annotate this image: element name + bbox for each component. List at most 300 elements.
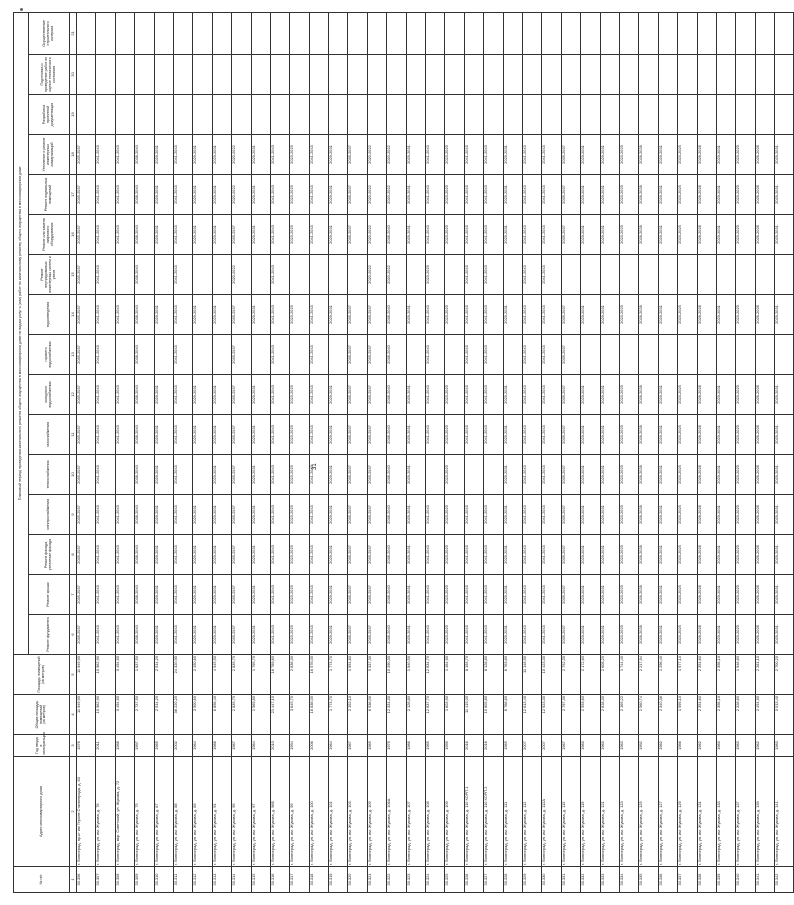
row-period-cell: 2029-2031 (581, 615, 600, 655)
row-period-cell: 2029-2031 (154, 615, 173, 655)
row-period-cell (697, 55, 716, 95)
row-period-cell: 2026-2028 (755, 535, 774, 575)
row-number: 30.308 (115, 867, 134, 893)
table-row (658, 12, 677, 892)
row-period-cell (542, 12, 561, 54)
row-living-area: 1 946,60 (736, 655, 755, 695)
row-living-area: 11 949,90 (77, 655, 96, 695)
row-living-area: 2 450,60 (193, 655, 212, 695)
header-cell: № п/п (14, 867, 70, 893)
header-cell: горячего водоснабжения (29, 335, 70, 375)
row-period-cell: 2041-2043 (309, 215, 328, 255)
row-address: г. Волгоград, ул. им. Жукова, д. 125 (639, 757, 658, 867)
row-number: 30.330 (542, 867, 561, 893)
column-number: 2 (70, 757, 77, 867)
row-period-cell: 2029-2031 (329, 295, 348, 335)
row-address: г. Волгоград, ул. им. Жукова, д. 110 КОРП.2 (484, 757, 503, 867)
row-period-cell: 2041-2043 (522, 575, 541, 615)
row-period-cell: 2041-2043 (309, 295, 328, 335)
row-period-cell: 2023-2025 (678, 215, 697, 255)
row-period-cell: 2041-2043 (542, 215, 561, 255)
row-period-cell: 2041-2043 (96, 335, 115, 375)
row-address: г. Волгоград, ул. им. Жукова, д. 106А (387, 757, 406, 867)
table-row (406, 12, 425, 892)
row-period-cell: 2029-2031 (154, 415, 173, 455)
row-period-cell: 2035-2037 (232, 535, 251, 575)
row-period-cell (600, 12, 619, 54)
table-row (367, 12, 386, 892)
row-period-cell: 2029-2031 (406, 135, 425, 175)
row-period-cell (522, 12, 541, 54)
row-period-cell (503, 12, 522, 54)
row-address: г. Волгоград, ул. им. Жукова, д. 103 (348, 757, 367, 867)
row-period-cell (619, 335, 638, 375)
row-period-cell: 2041-2043 (96, 615, 115, 655)
row-period-cell: 2041-2043 (464, 215, 483, 255)
row-period-cell: 2029-2031 (658, 495, 677, 535)
row-period-cell: 2041-2043 (426, 615, 445, 655)
row-number: 30.338 (697, 867, 716, 893)
row-period-cell (193, 255, 212, 295)
row-period-cell: 2023-2025 (619, 575, 638, 615)
row-period-cell: 2029-2031 (406, 535, 425, 575)
row-period-cell: 2023-2025 (445, 495, 464, 535)
row-living-area: 1 296,40 (658, 655, 677, 695)
row-period-cell: 2041-2043 (270, 495, 289, 535)
row-period-cell: 2041-2043 (270, 415, 289, 455)
row-period-cell (173, 12, 192, 54)
row-period-cell: 2041-2043 (426, 575, 445, 615)
row-period-cell (135, 95, 154, 135)
row-period-cell: 2029-2031 (775, 455, 794, 495)
row-period-cell: 2023-2025 (678, 455, 697, 495)
row-period-cell: 2041-2043 (173, 575, 192, 615)
row-period-cell (290, 255, 309, 295)
row-period-cell (96, 55, 115, 95)
row-period-cell: 2041-2043 (115, 575, 134, 615)
row-total-area: 2 553,60 (581, 695, 600, 735)
row-period-cell: 2023-2025 (736, 495, 755, 535)
row-period-cell: 2041-2043 (309, 335, 328, 375)
row-period-cell (775, 255, 794, 295)
row-period-cell: 2041-2043 (426, 535, 445, 575)
row-period-cell (154, 12, 173, 54)
row-period-cell: 2038-2040 (135, 495, 154, 535)
row-period-cell: 2029-2031 (406, 495, 425, 535)
row-period-cell (348, 55, 367, 95)
row-year: 1965 (154, 735, 173, 757)
row-period-cell: 2026-2028 (755, 375, 774, 415)
row-period-cell: 2029-2031 (154, 535, 173, 575)
column-number: 6 (70, 615, 77, 655)
row-period-cell: 2026-2028 (639, 375, 658, 415)
column-number: 3 (70, 735, 77, 757)
row-period-cell: 2041-2043 (96, 495, 115, 535)
row-period-cell: 2029-2031 (658, 415, 677, 455)
row-period-cell (115, 55, 134, 95)
row-period-cell: 2041-2043 (522, 135, 541, 175)
row-period-cell: 2023-2025 (678, 135, 697, 175)
header-cell: Год ввода в эксплуатацию (14, 735, 70, 757)
row-living-area: 2 608,20 (600, 655, 619, 695)
row-period-cell: 2035-2037 (232, 575, 251, 615)
row-number: 30.313 (212, 867, 231, 893)
row-period-cell (115, 12, 134, 54)
row-period-cell: 2029-2031 (251, 135, 270, 175)
row-living-area: 10 962,90 (96, 655, 115, 695)
row-address: г. Волгоград, ул. им. Жукова, д. 91 (212, 757, 231, 867)
row-period-cell (619, 12, 638, 54)
row-total-area: 12 613,40 (522, 695, 541, 735)
row-living-area: 8 128,80 (484, 655, 503, 695)
row-period-cell: 2023-2025 (445, 455, 464, 495)
row-period-cell (96, 95, 115, 135)
row-period-cell: 2041-2043 (173, 255, 192, 295)
row-address: г. Волгоград, ул. им. Жукова, д. 87 (154, 757, 173, 867)
row-period-cell: 2035-2037 (77, 375, 96, 415)
row-period-cell: 2038-2040 (387, 415, 406, 455)
row-period-cell (522, 55, 541, 95)
row-period-cell (329, 95, 348, 135)
table-row (232, 12, 251, 892)
row-period-cell (755, 12, 774, 54)
row-period-cell (329, 55, 348, 95)
row-year: 1966 (678, 735, 697, 757)
row-period-cell: 2029-2031 (716, 535, 735, 575)
row-period-cell (212, 255, 231, 295)
row-period-cell: 2041-2043 (96, 535, 115, 575)
row-period-cell (387, 55, 406, 95)
row-address: г. Волгоград, ул. им. Жукова, д. 101 (329, 757, 348, 867)
row-period-cell: 2041-2043 (484, 535, 503, 575)
row-living-area: 1 773,70 (329, 655, 348, 695)
row-period-cell (678, 95, 697, 135)
row-period-cell: 2029-2031 (581, 575, 600, 615)
row-period-cell: 2035-2037 (77, 575, 96, 615)
row-period-cell (522, 95, 541, 135)
row-period-cell: 2029-2031 (329, 455, 348, 495)
row-period-cell: 2029-2031 (775, 415, 794, 455)
row-period-cell (77, 55, 96, 95)
table-row (270, 12, 289, 892)
row-address: г. Волгоград, ул. им. Жукова, д. 139 (755, 757, 774, 867)
row-period-cell: 2029-2031 (329, 495, 348, 535)
row-period-cell: 2041-2043 (426, 375, 445, 415)
row-period-cell (270, 12, 289, 54)
row-year: 1962 (697, 735, 716, 757)
row-period-cell (503, 55, 522, 95)
row-period-cell: 2029-2031 (775, 135, 794, 175)
row-period-cell: 2038-2040 (135, 415, 154, 455)
row-period-cell: 2023-2025 (290, 415, 309, 455)
row-period-cell: 2041-2043 (96, 255, 115, 295)
row-period-cell: 2029-2031 (775, 575, 794, 615)
row-living-area: 1 837,50 (135, 655, 154, 695)
row-period-cell: 2035-2037 (77, 415, 96, 455)
row-living-area: 2 217,94 (639, 655, 658, 695)
row-number: 30.331 (561, 867, 580, 893)
row-address: г. Волгоград, ул. им. Жукова, д. 100 (309, 757, 328, 867)
table-row (154, 12, 173, 892)
row-period-cell: 2029-2031 (406, 615, 425, 655)
row-period-cell: 2041-2043 (173, 495, 192, 535)
row-period-cell: 2026-2028 (697, 175, 716, 215)
row-address: г. Волгоград, ул. им. Жукова, д. 131 (697, 757, 716, 867)
row-period-cell: 2023-2025 (290, 175, 309, 215)
row-period-cell: 2038-2040 (135, 575, 154, 615)
row-period-cell: 2020-2022 (232, 135, 251, 175)
row-period-cell: 2035-2037 (348, 575, 367, 615)
row-period-cell: 2029-2031 (503, 575, 522, 615)
row-period-cell: 2035-2037 (348, 535, 367, 575)
row-period-cell: 2035-2037 (77, 215, 96, 255)
row-address: г. Волгоград, ул. им. Жукова, д. 95 (232, 757, 251, 867)
row-total-area: 2 514,20 (154, 695, 173, 735)
row-year: 1963 (716, 735, 735, 757)
row-period-cell: 2035-2037 (348, 295, 367, 335)
row-period-cell: 2038-2040 (387, 455, 406, 495)
row-period-cell: 2041-2043 (173, 175, 192, 215)
row-period-cell: 2029-2031 (503, 215, 522, 255)
row-year: 1962 (755, 735, 774, 757)
row-period-cell: 2029-2031 (193, 215, 212, 255)
row-period-cell: 2041-2043 (542, 575, 561, 615)
row-period-cell: 2041-2043 (309, 375, 328, 415)
row-total-area: 12 923,30 (542, 695, 561, 735)
row-period-cell: 2041-2043 (96, 415, 115, 455)
row-number: 30.321 (367, 867, 386, 893)
row-period-cell: 2038-2040 (387, 575, 406, 615)
header-cell: водоотведения (29, 295, 70, 335)
row-period-cell: 2041-2043 (484, 135, 503, 175)
row-period-cell: 2041-2043 (115, 175, 134, 215)
row-period-cell (542, 55, 561, 95)
row-period-cell (736, 12, 755, 54)
row-period-cell: 2041-2043 (270, 535, 289, 575)
row-address: г. Волгоград, ул. им. Жукова, д. 133 (716, 757, 735, 867)
row-living-area: 1 951,80 (348, 655, 367, 695)
row-address: г. Волгоград, ул. им. Жукова, д. 137 (736, 757, 755, 867)
row-period-cell (251, 335, 270, 375)
row-period-cell (290, 55, 309, 95)
row-period-cell: 2029-2031 (154, 135, 173, 175)
table-row (173, 12, 192, 892)
header-cell: электроснабжения (29, 495, 70, 535)
row-number: 30.336 (658, 867, 677, 893)
row-period-cell: 2041-2043 (115, 495, 134, 535)
row-period-cell: 2026-2028 (755, 415, 774, 455)
row-total-area: 11 415,00 (464, 695, 483, 735)
row-period-cell: 2029-2031 (503, 375, 522, 415)
row-period-cell: 2035-2037 (232, 415, 251, 455)
row-period-cell: 2026-2028 (639, 455, 658, 495)
row-total-area: 3 494,90 (115, 695, 134, 735)
table-row (639, 12, 658, 892)
table-row (115, 12, 134, 892)
table-row (251, 12, 270, 892)
column-number: 14 (70, 295, 77, 335)
row-period-cell: 2029-2031 (658, 215, 677, 255)
column-number: 8 (70, 535, 77, 575)
row-period-cell (561, 55, 580, 95)
row-period-cell (445, 255, 464, 295)
row-period-cell (154, 55, 173, 95)
row-period-cell: 2020-2022 (387, 255, 406, 295)
row-period-cell: 2041-2043 (522, 615, 541, 655)
row-period-cell: 2035-2037 (367, 295, 386, 335)
row-living-area: 10 423,30 (542, 655, 561, 695)
row-period-cell: 2023-2025 (619, 175, 638, 215)
row-period-cell: 2029-2031 (716, 415, 735, 455)
row-period-cell: 2041-2043 (173, 335, 192, 375)
row-period-cell: 2029-2031 (658, 375, 677, 415)
row-period-cell: 2029-2031 (212, 295, 231, 335)
row-period-cell (484, 455, 503, 495)
row-period-cell (426, 55, 445, 95)
column-number: 21 (70, 12, 77, 54)
row-period-cell: 2029-2031 (406, 575, 425, 615)
row-period-cell: 2023-2025 (290, 535, 309, 575)
row-period-cell (561, 255, 580, 295)
row-period-cell: 2026-2028 (697, 495, 716, 535)
row-address: г. Волгоград, ул. им. Жукова, д. 123 (619, 757, 638, 867)
column-number: 12 (70, 375, 77, 415)
row-period-cell: 2029-2031 (193, 575, 212, 615)
row-number: 30.340 (736, 867, 755, 893)
row-period-cell: 2041-2043 (522, 535, 541, 575)
row-period-cell (77, 12, 96, 54)
row-period-cell (658, 95, 677, 135)
row-period-cell: 2023-2025 (619, 495, 638, 535)
row-period-cell: 2041-2043 (270, 455, 289, 495)
row-period-cell (232, 95, 251, 135)
row-period-cell: 2041-2043 (522, 375, 541, 415)
row-living-area: 8 193,70 (464, 655, 483, 695)
row-year: 1994 (290, 735, 309, 757)
row-period-cell: 2038-2040 (387, 375, 406, 415)
row-year: 1964 (193, 735, 212, 757)
row-total-area: 2 128,80 (406, 695, 425, 735)
row-living-area: 2 636,30 (290, 655, 309, 695)
row-period-cell (96, 12, 115, 54)
row-period-cell (716, 55, 735, 95)
row-period-cell: 2041-2043 (464, 495, 483, 535)
row-period-cell (309, 95, 328, 135)
row-period-cell: 2041-2043 (484, 295, 503, 335)
row-period-cell: 2029-2031 (658, 455, 677, 495)
row-period-cell: 2041-2043 (173, 455, 192, 495)
row-year: 2016 (484, 735, 503, 757)
row-period-cell: 2026-2028 (697, 375, 716, 415)
row-period-cell: 2020-2022 (367, 255, 386, 295)
row-period-cell (678, 55, 697, 95)
row-period-cell: 2023-2025 (736, 215, 755, 255)
row-period-cell: 2041-2043 (522, 495, 541, 535)
row-total-area: 11 949,90 (77, 695, 96, 735)
row-total-area: 21 447,10 (270, 695, 289, 735)
table-row (426, 12, 445, 892)
row-period-cell: 2035-2037 (367, 375, 386, 415)
table-row (755, 12, 774, 892)
row-period-cell (426, 95, 445, 135)
row-period-cell (639, 335, 658, 375)
row-period-cell: 2029-2031 (600, 295, 619, 335)
row-period-cell: 2023-2025 (290, 295, 309, 335)
row-period-cell: 2023-2025 (619, 295, 638, 335)
row-period-cell: 2041-2043 (542, 375, 561, 415)
row-year: 1997 (135, 735, 154, 757)
row-period-cell (464, 95, 483, 135)
row-year: 2016 (464, 735, 483, 757)
row-period-cell: 2041-2043 (464, 375, 483, 415)
row-period-cell: 2029-2031 (716, 375, 735, 415)
row-year: 2006 (309, 735, 328, 757)
row-period-cell: 2029-2031 (251, 375, 270, 415)
row-period-cell (736, 95, 755, 135)
table-row (716, 12, 735, 892)
header-cell: газоснабжения (29, 415, 70, 455)
row-number: 30.342 (775, 867, 794, 893)
row-period-cell: 2035-2037 (561, 535, 580, 575)
row-period-cell (154, 335, 173, 375)
row-period-cell: 2041-2043 (464, 575, 483, 615)
row-period-cell (309, 12, 328, 54)
row-period-cell: 2029-2031 (251, 215, 270, 255)
row-period-cell: 2041-2043 (522, 455, 541, 495)
row-period-cell: 2035-2037 (77, 615, 96, 655)
row-period-cell: 2026-2028 (639, 535, 658, 575)
row-period-cell: 2035-2037 (77, 175, 96, 215)
row-total-area: 2 835,70 (232, 695, 251, 735)
table-row (522, 12, 541, 892)
row-living-area: 11 148,90 (522, 655, 541, 695)
row-period-cell: 2041-2043 (542, 535, 561, 575)
row-period-cell: 2035-2037 (561, 455, 580, 495)
row-address: г. Волгоград, ул. им. Жукова, д. 111 (503, 757, 522, 867)
row-number: 30.324 (426, 867, 445, 893)
row-period-cell: 2038-2040 (135, 615, 154, 655)
row-period-cell: 2029-2031 (600, 415, 619, 455)
row-period-cell: 2029-2031 (503, 135, 522, 175)
row-period-cell: 2023-2025 (290, 615, 309, 655)
row-period-cell: 2029-2031 (581, 175, 600, 215)
header-cell: холодного водоснабжения (29, 375, 70, 415)
row-period-cell (639, 55, 658, 95)
row-total-area: 2 165,22 (619, 695, 638, 735)
table-row (561, 12, 580, 892)
row-period-cell: 2038-2040 (135, 375, 154, 415)
row-total-area: 2 560,74 (639, 695, 658, 735)
row-period-cell: 2029-2031 (600, 575, 619, 615)
row-period-cell: 2026-2028 (755, 455, 774, 495)
row-period-cell: 2041-2043 (484, 615, 503, 655)
row-address: г. Волгоград, ул. им. Жукова, д. 89 (193, 757, 212, 867)
row-period-cell: 2029-2031 (212, 375, 231, 415)
row-period-cell: 2041-2043 (484, 255, 503, 295)
row-year: 2007 (542, 735, 561, 757)
row-period-cell: 2041-2043 (464, 615, 483, 655)
row-period-cell: 2035-2037 (348, 415, 367, 455)
table-row (329, 12, 348, 892)
row-period-cell (232, 12, 251, 54)
row-period-cell (736, 55, 755, 95)
row-period-cell (716, 95, 735, 135)
table-row (77, 12, 96, 892)
row-period-cell: 2029-2031 (329, 415, 348, 455)
column-number: 19 (70, 95, 77, 135)
row-period-cell: 2041-2043 (464, 295, 483, 335)
row-period-cell (135, 55, 154, 95)
